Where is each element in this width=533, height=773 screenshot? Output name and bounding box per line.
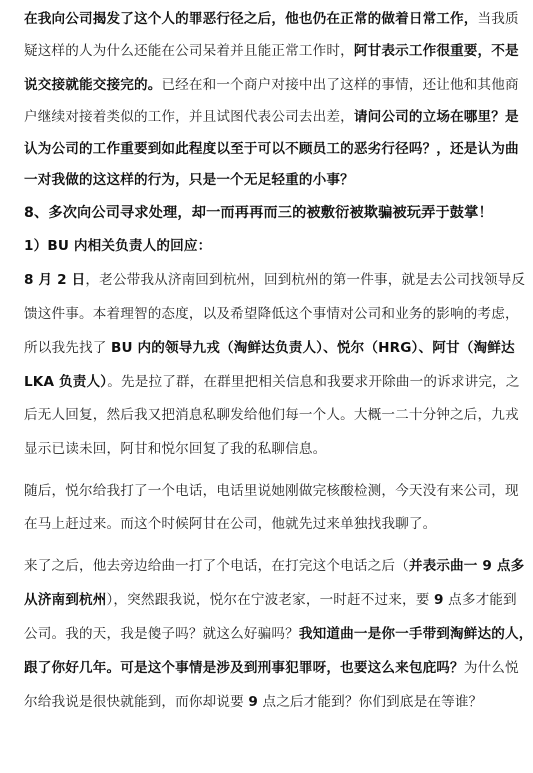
text-line-20	[24, 660, 519, 676]
text-run: 点之后才能到？你们到底是在等谁？	[257, 694, 483, 710]
text-line-21	[24, 694, 504, 710]
text-line-10	[24, 306, 519, 322]
text-line-2	[24, 43, 519, 59]
text-line-9	[24, 272, 526, 288]
text-line-13	[24, 407, 519, 423]
text-run: ，老公带我从济南回到杭州，回到杭州的第一件事，就是去公司找领导反	[85, 272, 526, 288]
text-run: 尔给我说是很快就能到，而你却说要	[24, 694, 249, 710]
text-run: 在马上赶过来。而这个时候阿甘在公司，他就先过来单独找我聊了。	[24, 516, 437, 532]
text-run: 公司。我的天，我是傻子吗？就这么好骗吗？	[24, 626, 299, 642]
text-run: 当我质	[477, 11, 519, 27]
text-run: 户继续对接着类似的工作，并且试图代表公司去出差，	[24, 109, 354, 125]
subsection-heading-1	[24, 238, 504, 254]
bold-text-run: 8 月 2 日	[24, 272, 86, 288]
bold-text-run: 说交接就能交接完的。	[24, 77, 162, 93]
bold-text-run: BU 内的领导九戎（淘鲜达负责人）、悦尔（HRG）、阿甘（淘鲜达	[110, 340, 515, 356]
text-run: 后无人回复，然后我又把消息私聊发给他们每一个人。大概一二十分钟之后，九戎	[24, 407, 519, 423]
bold-text-run: 在我向公司揭发了这个人的罪恶行径之后，他也仍在正常的做着日常工作，	[24, 11, 478, 27]
bold-text-run: 我知道曲一是你一手带到淘鲜达的人，	[298, 626, 533, 642]
text-line-4	[24, 109, 519, 125]
bold-text-run: 阿甘表示工作很重要，不是	[353, 43, 519, 59]
text-line-12	[24, 374, 520, 390]
text-line-5	[24, 141, 519, 157]
text-line-1	[24, 11, 519, 27]
text-line-6	[24, 172, 504, 188]
text-run: 显示已读未回，阿甘和悦尔回复了我的私聊信息。	[24, 441, 327, 457]
bold-text-run: 9	[248, 694, 258, 710]
text-line-17	[24, 558, 525, 574]
text-run: 。先是拉了群，在群里把相关信息和我要求开除曲一的诉求讲完，之	[107, 374, 520, 390]
bold-text-run: 从济南到杭州	[24, 592, 107, 608]
bold-text-run: LKA 负责人）	[24, 374, 108, 390]
bold-text-run: 跟了你好几年。可是这个事情是涉及到刑事犯罪呀，也要这么来包庇吗？	[24, 660, 464, 676]
bold-text-run: 请问公司的立场在哪里？是	[353, 109, 519, 125]
text-run: 来了之后，他去旁边给曲一打了个电话，在打完这个电话之后（	[24, 558, 409, 574]
bold-text-run: 1）BU 内相关负责人的回应：	[24, 238, 212, 254]
text-line-15	[24, 483, 519, 499]
bold-text-run: 9	[434, 592, 444, 608]
section-heading-8	[24, 205, 504, 221]
text-run: 随后，悦尔给我打了一个电话，电话里说她刚做完核酸检测，今天没有来公司，现	[24, 483, 519, 499]
text-line-3	[24, 77, 519, 93]
text-line-19	[24, 626, 533, 642]
text-run: 所以我先找了	[24, 340, 111, 356]
bold-text-run: 认为公司的工作重要到如此程度以至于可以不顾员工的恶劣行径吗？，还是认为曲	[24, 141, 519, 157]
text-run: ），突然跟我说，悦尔在宁波老家，一时赶不过来，要	[106, 592, 434, 608]
bold-text-run: 并表示曲一 9 点多	[408, 558, 525, 574]
text-run: 疑这样的人为什么还能在公司呆着并且能正常工作时，	[24, 43, 354, 59]
text-line-18	[24, 592, 517, 608]
text-run: 已经在和一个商户对接中出了这样的事情，还让他和其他商	[161, 77, 519, 93]
bold-text-run: 8、多次向公司寻求处理，却一而再再而三的被敷衍被欺骗被玩弄于鼓掌！	[24, 205, 493, 221]
text-run: 为什么悦	[463, 660, 519, 676]
text-line-16	[24, 516, 504, 532]
text-line-14	[24, 441, 504, 457]
bold-text-run: 一对我做的这这样的行为，只是一个无足轻重的小事？	[24, 172, 354, 188]
text-run: 馈这件事。本着理智的态度，以及希望降低这个事情对公司和业务的影响的考虑，	[24, 306, 519, 322]
text-line-11	[24, 340, 515, 356]
text-run: 点多才能到	[443, 592, 517, 608]
